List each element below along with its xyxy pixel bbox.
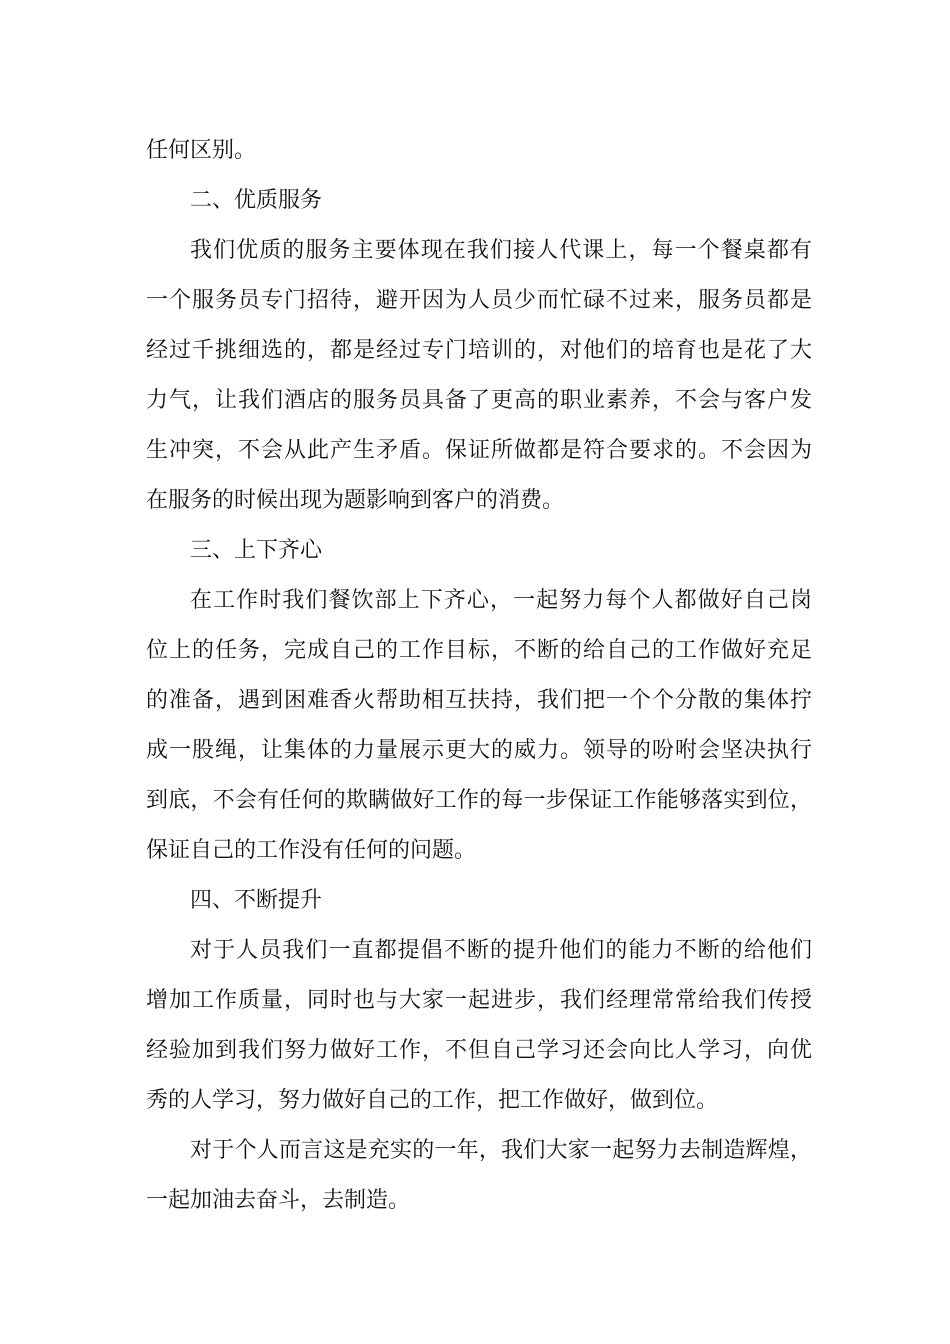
section-heading: 三、上下齐心 <box>190 538 323 563</box>
paragraph-line: 经过千挑细选的，都是经过专门培训的，对他们的培育也是花了大 <box>146 338 812 363</box>
paragraph-line: 位上的任务，完成自己的工作目标，不断的给自己的工作做好充足 <box>146 638 812 663</box>
paragraph-line: 在工作时我们餐饮部上下齐心，一起努力每个人都做好自己岗 <box>190 588 812 613</box>
paragraph-line: 秀的人学习，努力做好自己的工作，把工作做好，做到位。 <box>146 1088 719 1113</box>
paragraph-line: 增加工作质量，同时也与大家一起进步，我们经理常常给我们传授 <box>146 988 812 1013</box>
paragraph-line: 到底，不会有任何的欺瞒做好工作的每一步保证工作能够落实到位， <box>146 788 812 813</box>
paragraph-line: 在服务的时候出现为题影响到客户的消费。 <box>146 488 565 513</box>
paragraph-line: 成一股绳，让集体的力量展示更大的威力。领导的吩咐会坚决执行 <box>146 738 812 763</box>
paragraph-line: 一个服务员专门招待，避开因为人员少而忙碌不过来，服务员都是 <box>146 288 812 313</box>
paragraph-line: 经验加到我们努力做好工作，不但自己学习还会向比人学习，向优 <box>146 1038 812 1063</box>
paragraph-line: 的准备，遇到困难香火帮助相互扶持，我们把一个个分散的集体拧 <box>146 688 812 713</box>
document-body <box>146 126 812 1226</box>
paragraph-line: 生冲突，不会从此产生矛盾。保证所做都是符合要求的。不会因为 <box>146 438 812 463</box>
paragraph-line: 我们优质的服务主要体现在我们接人代课上，每一个餐桌都有 <box>190 238 812 263</box>
section-heading: 二、优质服务 <box>190 188 323 213</box>
paragraph-line: 一起加油去奋斗，去制造。 <box>146 1188 411 1213</box>
paragraph-line: 力气，让我们酒店的服务员具备了更高的职业素养，不会与客户发 <box>146 388 812 413</box>
section-heading: 四、不断提升 <box>190 888 323 913</box>
paragraph-line: 对于人员我们一直都提倡不断的提升他们的能力不断的给他们 <box>190 938 812 963</box>
paragraph-line: 保证自己的工作没有任何的问题。 <box>146 838 477 863</box>
paragraph-line: 任何区别。 <box>146 138 257 163</box>
paragraph-line: 对于个人而言这是充实的一年，我们大家一起努力去制造辉煌， <box>190 1138 812 1163</box>
